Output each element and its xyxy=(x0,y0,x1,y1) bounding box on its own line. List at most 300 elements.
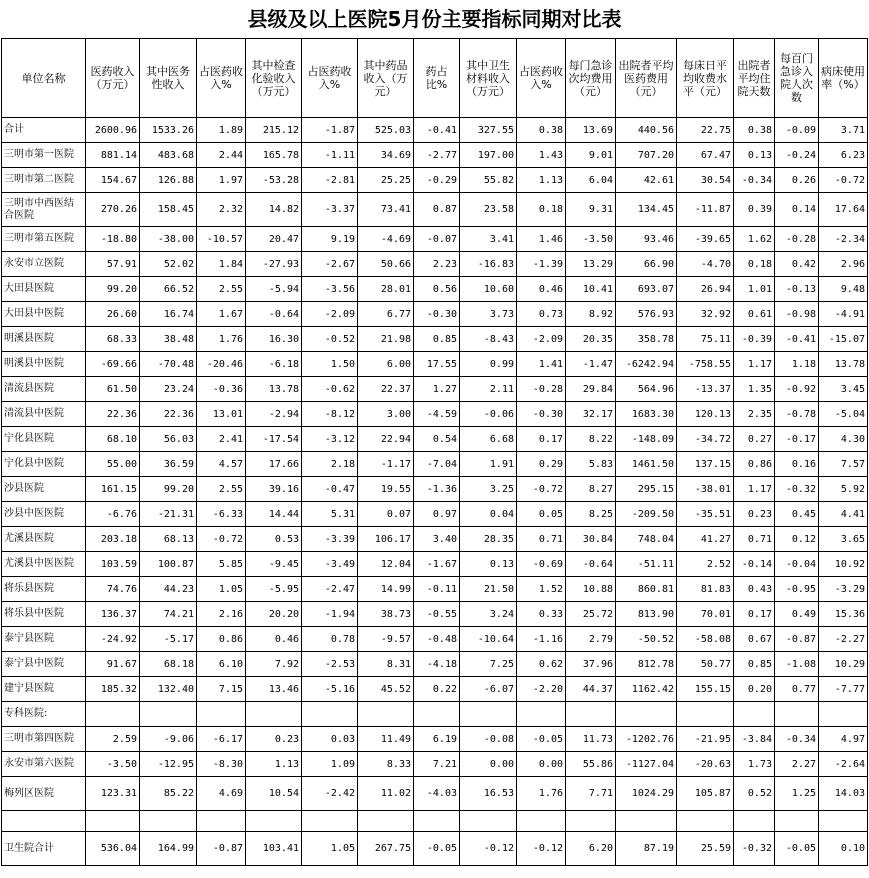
value-cell: 1.05 xyxy=(197,577,246,602)
value-cell: 0.17 xyxy=(517,427,566,452)
value-cell: 3.24 xyxy=(460,602,517,627)
value-cell: 13.78 xyxy=(819,352,868,377)
value-cell: 0.13 xyxy=(734,143,775,168)
value-cell: 693.07 xyxy=(616,277,677,302)
value-cell: 267.75 xyxy=(358,832,414,866)
value-cell: -1.87 xyxy=(302,118,358,143)
column-header: 占医药收入% xyxy=(302,39,358,118)
value-cell: 120.13 xyxy=(677,402,734,427)
value-cell: -6.76 xyxy=(86,502,140,527)
value-cell: 536.04 xyxy=(86,832,140,866)
value-cell: 0.78 xyxy=(302,627,358,652)
value-cell: -209.50 xyxy=(616,502,677,527)
value-cell: 0.42 xyxy=(775,252,819,277)
value-cell: 2.32 xyxy=(197,193,246,227)
value-cell: 22.36 xyxy=(140,402,197,427)
value-cell: 134.45 xyxy=(616,193,677,227)
value-cell: -0.05 xyxy=(414,832,460,866)
value-cell: 75.11 xyxy=(677,327,734,352)
value-cell: 8.27 xyxy=(566,477,616,502)
value-cell: 1.76 xyxy=(517,777,566,811)
value-cell: -0.62 xyxy=(302,377,358,402)
value-cell: -9.06 xyxy=(140,727,197,752)
column-header: 每百门急诊入院人次数 xyxy=(775,39,819,118)
value-cell: 25.25 xyxy=(358,168,414,193)
value-cell: 0.12 xyxy=(775,527,819,552)
value-cell: -2.20 xyxy=(517,677,566,702)
value-cell: -16.83 xyxy=(460,252,517,277)
column-header: 占医药收入% xyxy=(197,39,246,118)
value-cell: -10.57 xyxy=(197,227,246,252)
value-cell: 11.49 xyxy=(358,727,414,752)
value-cell: -0.07 xyxy=(414,227,460,252)
value-cell: -1127.04 xyxy=(616,752,677,777)
value-cell: 1.76 xyxy=(197,327,246,352)
value-cell: 14.99 xyxy=(358,577,414,602)
value-cell: -20.46 xyxy=(197,352,246,377)
value-cell: -0.09 xyxy=(775,118,819,143)
value-cell xyxy=(566,811,616,832)
value-cell: -1.47 xyxy=(566,352,616,377)
column-header: 其中药品收入（万元） xyxy=(358,39,414,118)
table-row xyxy=(2,352,868,377)
value-cell xyxy=(358,811,414,832)
value-cell: -5.94 xyxy=(246,277,302,302)
value-cell: 1.13 xyxy=(517,168,566,193)
value-cell xyxy=(414,811,460,832)
column-header: 其中医务性收入 xyxy=(140,39,197,118)
value-cell: 9.01 xyxy=(566,143,616,168)
value-cell xyxy=(140,702,197,727)
value-cell: 576.93 xyxy=(616,302,677,327)
value-cell: -6.07 xyxy=(460,677,517,702)
unit-name-cell: 将乐县医院 xyxy=(2,577,86,602)
value-cell: 1.25 xyxy=(775,777,819,811)
value-cell: 4.57 xyxy=(197,452,246,477)
value-cell: 9.31 xyxy=(566,193,616,227)
unit-name-cell: 泰宁县中医院 xyxy=(2,652,86,677)
value-cell: -3.84 xyxy=(734,727,775,752)
value-cell: 1.13 xyxy=(246,752,302,777)
value-cell: -13.37 xyxy=(677,377,734,402)
value-cell: -0.30 xyxy=(517,402,566,427)
value-cell: 99.20 xyxy=(86,277,140,302)
value-cell: 1.17 xyxy=(734,352,775,377)
value-cell: 0.99 xyxy=(460,352,517,377)
unit-name-cell: 清流县医院 xyxy=(2,377,86,402)
value-cell xyxy=(86,811,140,832)
value-cell: -9.57 xyxy=(358,627,414,652)
value-cell: -1202.76 xyxy=(616,727,677,752)
value-cell: 812.78 xyxy=(616,652,677,677)
value-cell: 55.86 xyxy=(566,752,616,777)
value-cell: -5.95 xyxy=(246,577,302,602)
value-cell: 1.27 xyxy=(414,377,460,402)
column-header: 其中检查化验收入（万元） xyxy=(246,39,302,118)
value-cell: -0.48 xyxy=(414,627,460,652)
value-cell: -0.36 xyxy=(197,377,246,402)
column-header: 病床使用率（%） xyxy=(819,39,868,118)
table-row xyxy=(2,752,868,777)
unit-name-cell: 将乐县中医院 xyxy=(2,602,86,627)
value-cell: 7.15 xyxy=(197,677,246,702)
value-cell: -1.08 xyxy=(775,652,819,677)
value-cell: -10.64 xyxy=(460,627,517,652)
value-cell: 29.84 xyxy=(566,377,616,402)
value-cell: 0.33 xyxy=(517,602,566,627)
value-cell: 30.54 xyxy=(677,168,734,193)
value-cell: 10.60 xyxy=(460,277,517,302)
value-cell: -1.39 xyxy=(517,252,566,277)
value-cell: 813.90 xyxy=(616,602,677,627)
value-cell: -17.54 xyxy=(246,427,302,452)
table-row xyxy=(2,402,868,427)
value-cell xyxy=(677,811,734,832)
value-cell: 2.11 xyxy=(460,377,517,402)
value-cell: 0.87 xyxy=(414,193,460,227)
value-cell: -0.95 xyxy=(775,577,819,602)
value-cell: -6242.94 xyxy=(616,352,677,377)
value-cell: 0.14 xyxy=(775,193,819,227)
value-cell: 56.03 xyxy=(140,427,197,452)
value-cell: 1.43 xyxy=(517,143,566,168)
value-cell: -69.66 xyxy=(86,352,140,377)
value-cell: -2.67 xyxy=(302,252,358,277)
value-cell: -0.72 xyxy=(819,168,868,193)
table-row xyxy=(2,227,868,252)
value-cell: -0.28 xyxy=(775,227,819,252)
table-row xyxy=(2,427,868,452)
value-cell: -0.41 xyxy=(414,118,460,143)
value-cell: 6.68 xyxy=(460,427,517,452)
value-cell: 11.73 xyxy=(566,727,616,752)
value-cell: 25.72 xyxy=(566,602,616,627)
unit-name-cell: 三明市第五医院 xyxy=(2,227,86,252)
value-cell: 161.15 xyxy=(86,477,140,502)
table-row xyxy=(2,477,868,502)
value-cell: 74.21 xyxy=(140,602,197,627)
value-cell xyxy=(616,702,677,727)
table-row xyxy=(2,577,868,602)
value-cell xyxy=(197,702,246,727)
value-cell: 0.26 xyxy=(775,168,819,193)
value-cell: 707.20 xyxy=(616,143,677,168)
value-cell: 0.52 xyxy=(734,777,775,811)
value-cell: 32.92 xyxy=(677,302,734,327)
table-row xyxy=(2,193,868,227)
value-cell: -1.16 xyxy=(517,627,566,652)
value-cell: 0.49 xyxy=(775,602,819,627)
value-cell: -0.14 xyxy=(734,552,775,577)
value-cell: 100.87 xyxy=(140,552,197,577)
value-cell: 20.47 xyxy=(246,227,302,252)
value-cell: 185.32 xyxy=(86,677,140,702)
value-cell: 7.21 xyxy=(414,752,460,777)
value-cell: -3.37 xyxy=(302,193,358,227)
value-cell: -12.95 xyxy=(140,752,197,777)
value-cell: 11.02 xyxy=(358,777,414,811)
table-row xyxy=(2,677,868,702)
value-cell: -3.12 xyxy=(302,427,358,452)
value-cell: 8.33 xyxy=(358,752,414,777)
value-cell: 5.83 xyxy=(566,452,616,477)
value-cell: -0.28 xyxy=(517,377,566,402)
value-cell: 22.94 xyxy=(358,427,414,452)
value-cell xyxy=(677,702,734,727)
value-cell: 7.57 xyxy=(819,452,868,477)
table-row xyxy=(2,302,868,327)
table-row xyxy=(2,777,868,811)
value-cell: 154.67 xyxy=(86,168,140,193)
value-cell: 1.50 xyxy=(302,352,358,377)
value-cell: -8.43 xyxy=(460,327,517,352)
value-cell: -8.30 xyxy=(197,752,246,777)
column-header: 出院者平均住院天数 xyxy=(734,39,775,118)
table-row xyxy=(2,627,868,652)
unit-name-cell: 三明市第二医院 xyxy=(2,168,86,193)
table-row xyxy=(2,143,868,168)
table-row xyxy=(2,527,868,552)
value-cell: 14.03 xyxy=(819,777,868,811)
value-cell: 3.65 xyxy=(819,527,868,552)
value-cell: -3.29 xyxy=(819,577,868,602)
unit-name-cell: 三明市中西医结合医院 xyxy=(2,193,86,227)
value-cell: -0.04 xyxy=(775,552,819,577)
value-cell: 10.41 xyxy=(566,277,616,302)
value-cell: -0.98 xyxy=(775,302,819,327)
unit-name-cell: 三明市第四医院 xyxy=(2,727,86,752)
value-cell: 0.03 xyxy=(302,727,358,752)
value-cell: 41.27 xyxy=(677,527,734,552)
value-cell xyxy=(517,811,566,832)
value-cell: 21.50 xyxy=(460,577,517,602)
value-cell: 1.73 xyxy=(734,752,775,777)
value-cell: 0.46 xyxy=(517,277,566,302)
value-cell: -6.33 xyxy=(197,502,246,527)
table-row xyxy=(2,832,868,866)
value-cell: 81.83 xyxy=(677,577,734,602)
value-cell: 0.86 xyxy=(197,627,246,652)
value-cell: 0.00 xyxy=(517,752,566,777)
value-cell xyxy=(566,702,616,727)
value-cell: 105.87 xyxy=(677,777,734,811)
value-cell: -0.69 xyxy=(517,552,566,577)
value-cell: 50.66 xyxy=(358,252,414,277)
value-cell: -0.13 xyxy=(775,277,819,302)
value-cell: 17.66 xyxy=(246,452,302,477)
column-header: 药占比% xyxy=(414,39,460,118)
value-cell: -0.87 xyxy=(775,627,819,652)
value-cell: -0.30 xyxy=(414,302,460,327)
value-cell: 8.25 xyxy=(566,502,616,527)
value-cell: 203.18 xyxy=(86,527,140,552)
value-cell: 1162.42 xyxy=(616,677,677,702)
value-cell: 2.27 xyxy=(775,752,819,777)
value-cell: -34.72 xyxy=(677,427,734,452)
value-cell: -39.65 xyxy=(677,227,734,252)
table-row xyxy=(2,727,868,752)
value-cell: -1.17 xyxy=(358,452,414,477)
value-cell: 1.67 xyxy=(197,302,246,327)
value-cell: 2.18 xyxy=(302,452,358,477)
value-cell: 13.78 xyxy=(246,377,302,402)
value-cell: -3.50 xyxy=(566,227,616,252)
value-cell: -148.09 xyxy=(616,427,677,452)
value-cell: 61.50 xyxy=(86,377,140,402)
value-cell: -7.04 xyxy=(414,452,460,477)
value-cell: 7.71 xyxy=(566,777,616,811)
value-cell: 99.20 xyxy=(140,477,197,502)
value-cell: -0.72 xyxy=(197,527,246,552)
value-cell: -2.94 xyxy=(246,402,302,427)
value-cell: -2.42 xyxy=(302,777,358,811)
value-cell: -18.80 xyxy=(86,227,140,252)
column-header: 出院者平均医药费用（元） xyxy=(616,39,677,118)
value-cell: 23.58 xyxy=(460,193,517,227)
value-cell: -58.08 xyxy=(677,627,734,652)
value-cell: 155.15 xyxy=(677,677,734,702)
value-cell: 66.52 xyxy=(140,277,197,302)
value-cell xyxy=(734,811,775,832)
value-cell: 0.97 xyxy=(414,502,460,527)
value-cell: 2.23 xyxy=(414,252,460,277)
value-cell: -3.56 xyxy=(302,277,358,302)
value-cell: 0.61 xyxy=(734,302,775,327)
value-cell xyxy=(246,811,302,832)
value-cell: 10.54 xyxy=(246,777,302,811)
value-cell: 1.09 xyxy=(302,752,358,777)
value-cell: -4.69 xyxy=(358,227,414,252)
unit-name-cell: 卫生院合计 xyxy=(2,832,86,866)
value-cell: 1.97 xyxy=(197,168,246,193)
value-cell: 52.02 xyxy=(140,252,197,277)
value-cell: 16.53 xyxy=(460,777,517,811)
value-cell: 1.91 xyxy=(460,452,517,477)
value-cell: -0.32 xyxy=(775,477,819,502)
value-cell: 123.31 xyxy=(86,777,140,811)
value-cell: -0.17 xyxy=(775,427,819,452)
value-cell: 1.52 xyxy=(517,577,566,602)
unit-name-cell: 尤溪县中医医院 xyxy=(2,552,86,577)
value-cell: 45.52 xyxy=(358,677,414,702)
value-cell: 164.99 xyxy=(140,832,197,866)
value-cell: 0.23 xyxy=(734,502,775,527)
value-cell: 0.38 xyxy=(517,118,566,143)
value-cell xyxy=(819,811,868,832)
value-cell: 2.16 xyxy=(197,602,246,627)
unit-name-cell: 尤溪县医院 xyxy=(2,527,86,552)
value-cell: 30.84 xyxy=(566,527,616,552)
value-cell: 1.35 xyxy=(734,377,775,402)
value-cell: 3.00 xyxy=(358,402,414,427)
value-cell: -70.48 xyxy=(140,352,197,377)
unit-name-cell: 大田县医院 xyxy=(2,277,86,302)
value-cell: -21.31 xyxy=(140,502,197,527)
unit-name-cell: 清流县中医院 xyxy=(2,402,86,427)
table-row xyxy=(2,811,868,832)
value-cell: 57.91 xyxy=(86,252,140,277)
value-cell: 22.37 xyxy=(358,377,414,402)
value-cell: 158.45 xyxy=(140,193,197,227)
value-cell: 1683.30 xyxy=(616,402,677,427)
value-cell: 38.73 xyxy=(358,602,414,627)
value-cell: 6.77 xyxy=(358,302,414,327)
value-cell xyxy=(460,811,517,832)
value-cell: 0.73 xyxy=(517,302,566,327)
value-cell: -0.32 xyxy=(734,832,775,866)
value-cell: 5.92 xyxy=(819,477,868,502)
value-cell: 8.22 xyxy=(566,427,616,452)
value-cell: 14.82 xyxy=(246,193,302,227)
value-cell: 137.15 xyxy=(677,452,734,477)
value-cell: 2.55 xyxy=(197,477,246,502)
value-cell: 8.92 xyxy=(566,302,616,327)
value-cell: 1.89 xyxy=(197,118,246,143)
value-cell: 93.46 xyxy=(616,227,677,252)
value-cell: 3.41 xyxy=(460,227,517,252)
table-row xyxy=(2,168,868,193)
value-cell: 14.44 xyxy=(246,502,302,527)
value-cell: -5.17 xyxy=(140,627,197,652)
value-cell: -6.17 xyxy=(197,727,246,752)
value-cell: 9.19 xyxy=(302,227,358,252)
value-cell xyxy=(460,702,517,727)
value-cell: -4.18 xyxy=(414,652,460,677)
value-cell: -2.27 xyxy=(819,627,868,652)
value-cell xyxy=(819,702,868,727)
unit-name-cell: 明溪县中医院 xyxy=(2,352,86,377)
value-cell: 38.48 xyxy=(140,327,197,352)
value-cell xyxy=(517,702,566,727)
value-cell: 28.01 xyxy=(358,277,414,302)
value-cell: 881.14 xyxy=(86,143,140,168)
unit-name-cell: 建宁县医院 xyxy=(2,677,86,702)
value-cell: 0.16 xyxy=(775,452,819,477)
value-cell: 55.82 xyxy=(460,168,517,193)
unit-name-cell: 永安市第六医院 xyxy=(2,752,86,777)
value-cell: 12.04 xyxy=(358,552,414,577)
value-cell: -38.00 xyxy=(140,227,197,252)
column-header: 每床日平均收费水平（元） xyxy=(677,39,734,118)
unit-name-cell: 明溪县医院 xyxy=(2,327,86,352)
value-cell: -2.34 xyxy=(819,227,868,252)
value-cell: -0.64 xyxy=(566,552,616,577)
value-cell: 3.45 xyxy=(819,377,868,402)
value-cell: 6.19 xyxy=(414,727,460,752)
value-cell: -4.59 xyxy=(414,402,460,427)
value-cell: 0.13 xyxy=(460,552,517,577)
value-cell: -1.67 xyxy=(414,552,460,577)
value-cell: 132.40 xyxy=(140,677,197,702)
value-cell: 1.05 xyxy=(302,832,358,866)
value-cell: 0.22 xyxy=(414,677,460,702)
value-cell: -2.77 xyxy=(414,143,460,168)
value-cell: -0.05 xyxy=(517,727,566,752)
value-cell: 50.77 xyxy=(677,652,734,677)
value-cell: 1.01 xyxy=(734,277,775,302)
value-cell: 2.79 xyxy=(566,627,616,652)
value-cell: 8.31 xyxy=(358,652,414,677)
value-cell: 1.18 xyxy=(775,352,819,377)
value-cell: 6.23 xyxy=(819,143,868,168)
value-cell xyxy=(197,811,246,832)
value-cell: 68.33 xyxy=(86,327,140,352)
value-cell: 23.24 xyxy=(140,377,197,402)
value-cell: 295.15 xyxy=(616,477,677,502)
value-cell: 5.85 xyxy=(197,552,246,577)
value-cell: 103.41 xyxy=(246,832,302,866)
value-cell xyxy=(358,702,414,727)
